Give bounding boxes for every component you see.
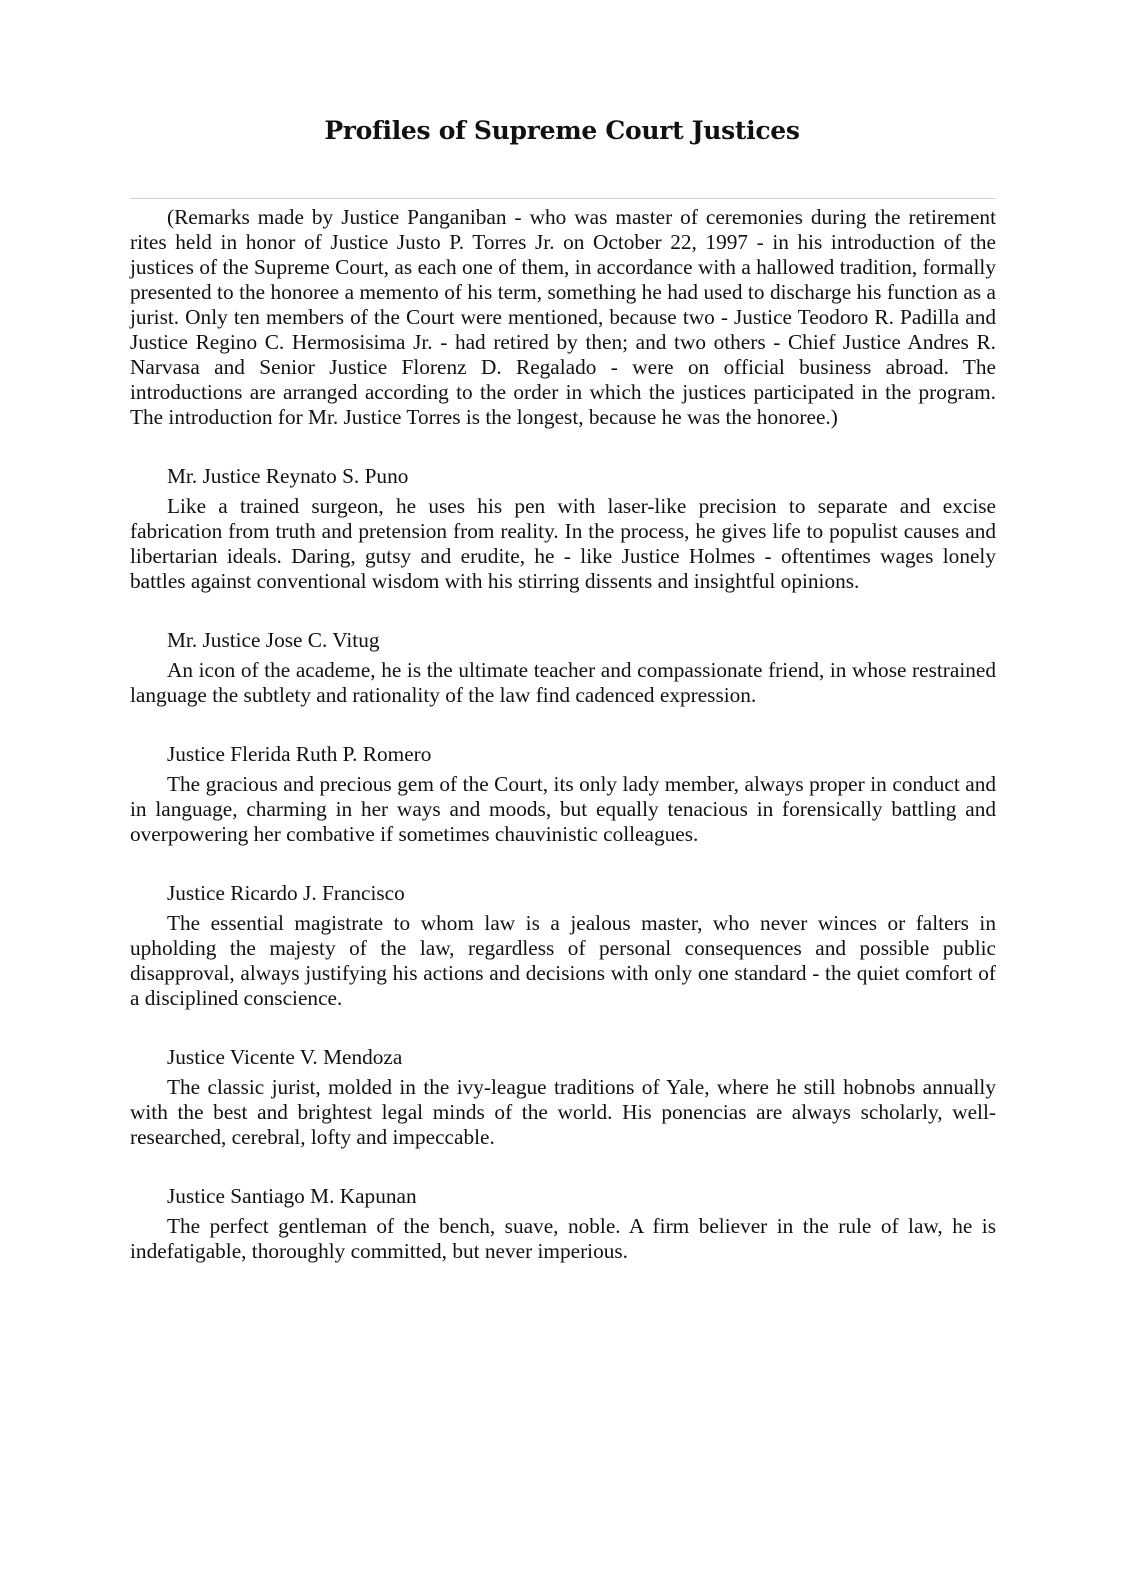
- justice-description: An icon of the academe, he is the ultimate teacher and compassionate friend, in whose restrained language the subtlety and rationality of the law find cadenced expression.: [130, 658, 996, 707]
- justice-name: Mr. Justice Reynato S. Puno: [167, 464, 409, 488]
- profile-entry: [130, 464, 996, 594]
- justice-description: The classic jurist, molded in the ivy-league traditions of Yale, where he still hobnobs annually with the best and brightest legal minds of the world. His ponencias are always scholarly, well-researched, cerebral, lofty and impeccable.: [130, 1075, 996, 1149]
- profile-entry: [130, 628, 996, 708]
- justice-description: The perfect gentleman of the bench, suave, noble. A firm believer in the rule of law, he is indefatigable, thoroughly committed, but never imperious.: [130, 1214, 996, 1263]
- justice-name: Mr. Justice Jose C. Vitug: [167, 628, 380, 652]
- document-body: [130, 205, 996, 1264]
- profile-entry: [130, 1184, 996, 1264]
- justice-name: Justice Flerida Ruth P. Romero: [167, 742, 432, 766]
- justice-name: Justice Santiago M. Kapunan: [167, 1184, 417, 1208]
- profile-entry: [130, 742, 996, 847]
- page-title: Profiles of Supreme Court Justices: [324, 116, 800, 145]
- justice-name: Justice Ricardo J. Francisco: [167, 881, 405, 905]
- justice-name: Justice Vicente V. Mendoza: [167, 1045, 403, 1069]
- justice-description: The essential magistrate to whom law is a jealous master, who never winces or falters in upholding the majesty of the law, regardless of personal consequences and possible public disapproval, always justifying his actions and decisions with only one standard - the quiet comfort of a disciplined conscience.: [130, 911, 996, 1010]
- profile-entry: [130, 881, 996, 1011]
- profile-entry: [130, 1045, 996, 1150]
- intro-paragraph: (Remarks made by Justice Panganiban - who was master of ceremonies during the retirement rites held in honor of Justice Justo P. Torres Jr. on October 22, 1997 - in his introduction of the justices of the Supreme Court, as each one of them, in accordance with a hallowed tradition, formally presented to the honoree a memento of his term, something he had used to discharge his function as a jurist. Only ten members of the Court were mentioned, because two - Justice Teodoro R. Padilla and Justice Regino C. Hermosisima Jr. - had retired by then; and two others - Chief Justice Andres R. Narvasa and Senior Justice Florenz D. Regalado - were on official business abroad. The introductions are arranged according to the order in which the justices participated in the program. The introduction for Mr. Justice Torres is the longest, because he was the honoree.): [130, 205, 996, 429]
- justice-description: Like a trained surgeon, he uses his pen with laser-like precision to separate and excise fabrication from truth and pretension from reality. In the process, he gives life to populist causes and libertarian ideals. Daring, gutsy and erudite, he - like Justice Holmes - oftentimes wages lonely battles against conventional wisdom with his stirring dissents and insightful opinions.: [130, 494, 996, 593]
- justice-description: The gracious and precious gem of the Court, its only lady member, always proper in conduct and in language, charming in her ways and moods, but equally tenacious in forensically battling and overpowering her combative if sometimes chauvinistic colleagues.: [130, 772, 996, 846]
- title-divider: [130, 198, 996, 199]
